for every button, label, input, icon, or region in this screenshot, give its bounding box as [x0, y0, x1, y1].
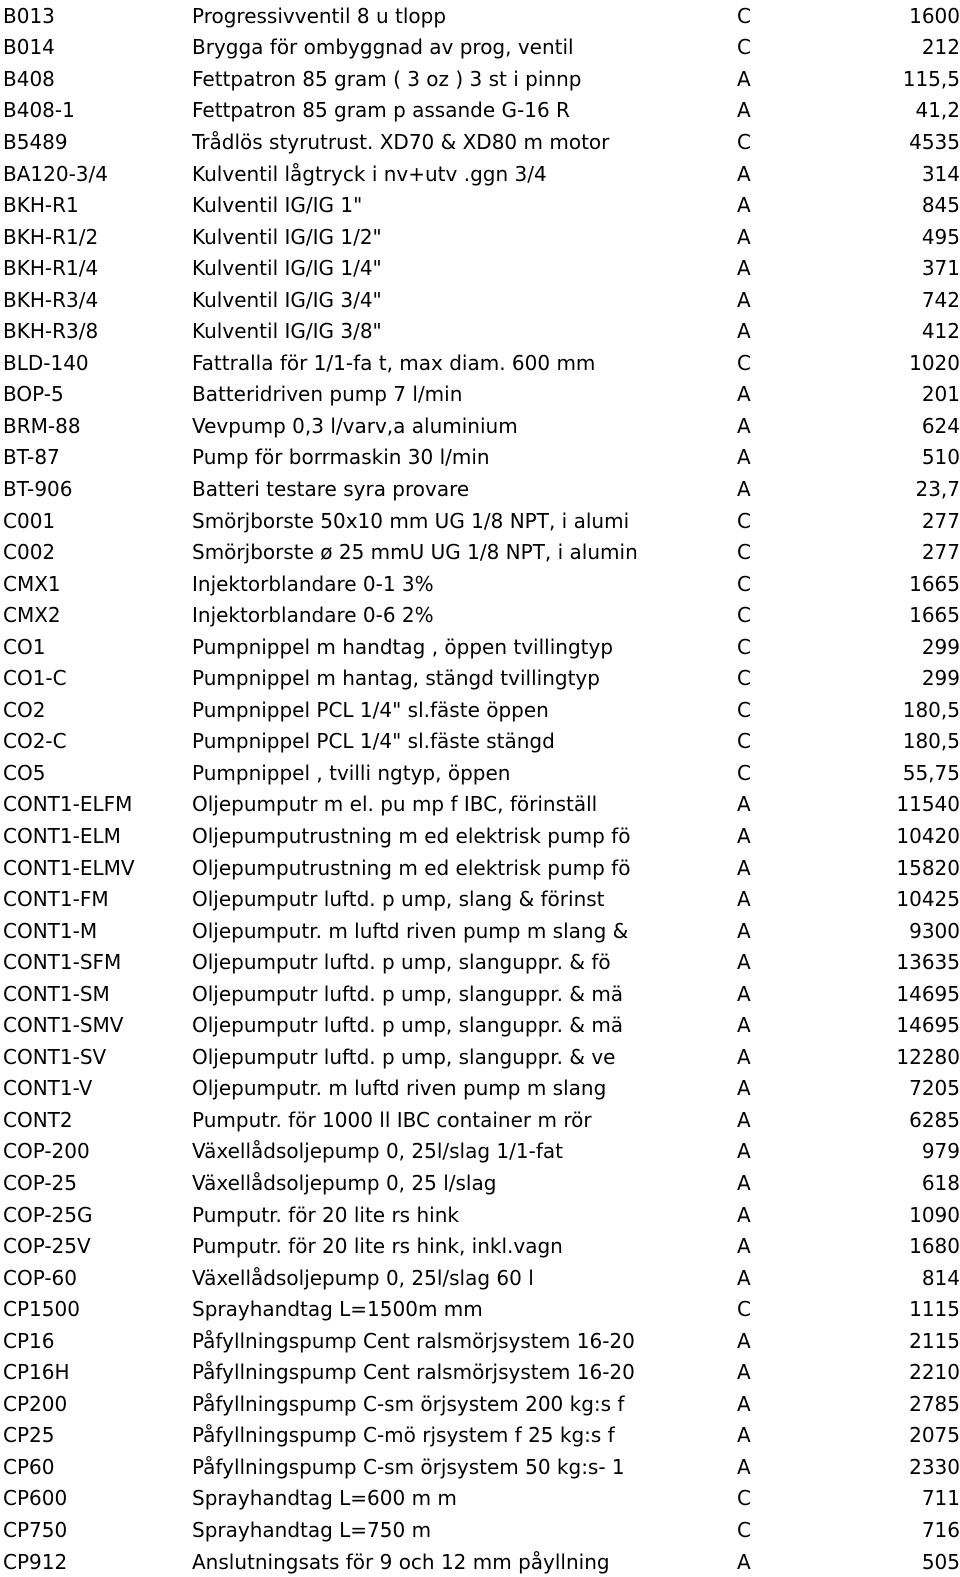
article-description: Växellådsoljepump 0, 25l/slag 60 l	[192, 1265, 534, 1290]
article-description: Sprayhandtag L=1500m mm	[192, 1297, 483, 1322]
article-class: C	[737, 1518, 751, 1543]
article-class: A	[737, 98, 751, 123]
article-class: A	[737, 1265, 751, 1290]
article-code: CMX2	[3, 603, 61, 628]
article-class: C	[737, 3, 751, 28]
article-price: 23,7	[915, 476, 960, 501]
table-row	[0, 221, 960, 253]
table-row	[0, 883, 960, 915]
article-description: Oljepumputr luftd. p ump, slanguppr. & mä	[192, 981, 624, 1006]
article-code: CP200	[3, 1391, 68, 1416]
article-description: Kulventil IG/IG 1/4"	[192, 256, 382, 281]
article-code: CONT2	[3, 1107, 73, 1132]
article-class: C	[737, 1486, 751, 1511]
article-code: CONT1-ELM	[3, 823, 121, 848]
article-code: COP-25	[3, 1171, 77, 1195]
table-row	[0, 379, 960, 411]
table-row	[0, 1325, 960, 1357]
article-code: CO2-C	[3, 729, 67, 754]
article-code: B5489	[3, 129, 68, 154]
table-row	[0, 1546, 960, 1577]
table-row	[0, 946, 960, 978]
article-price: 1600	[909, 3, 960, 28]
article-price: 212	[921, 35, 960, 60]
table-row	[0, 1167, 960, 1199]
article-price: 742	[921, 287, 960, 312]
article-description: Oljepumputr luftd. p ump, slanguppr. & fö	[192, 950, 611, 975]
article-code: CONT1-SV	[3, 1044, 107, 1069]
article-code: CP25	[3, 1423, 55, 1448]
article-code: BOP-5	[3, 382, 64, 407]
article-code: CP16H	[3, 1360, 70, 1385]
article-code: BKH-R3/4	[3, 287, 99, 312]
table-row	[0, 1136, 960, 1168]
table-row	[0, 536, 960, 568]
article-price: 277	[921, 540, 960, 565]
article-code: B408	[3, 66, 55, 91]
article-class: A	[737, 887, 751, 912]
article-description: Smörjborste ø 25 mmU UG 1/8 NPT, i alumin	[192, 540, 638, 565]
article-class: C	[737, 35, 751, 60]
article-description: Kulventil IG/IG 3/8"	[192, 319, 382, 344]
article-code: CP16	[3, 1328, 55, 1353]
article-code: BLD-140	[3, 350, 89, 375]
article-price: 1090	[909, 1202, 960, 1227]
article-description: Progressivventil 8 u tlopp	[192, 3, 447, 28]
article-class: A	[737, 161, 751, 186]
article-description: Oljepumputr luftd. p ump, slanguppr. & ve	[192, 1044, 616, 1069]
article-class: C	[737, 508, 751, 533]
table-row	[0, 852, 960, 884]
article-price: 4535	[909, 129, 960, 154]
table-row	[0, 1073, 960, 1105]
article-class: C	[737, 350, 751, 375]
table-row	[0, 915, 960, 947]
article-description: Trådlös styrutrust. XD70 & XD80 m motor	[192, 129, 610, 154]
article-code: CO1-C	[3, 666, 67, 691]
article-class: C	[737, 666, 751, 691]
article-price: 314	[921, 161, 960, 186]
table-row	[0, 726, 960, 758]
article-code: C002	[3, 540, 56, 565]
article-description: Pump för borrmaskin 30 l/min	[192, 445, 490, 470]
article-code: CONT1-SM	[3, 981, 110, 1006]
article-price: 1020	[909, 350, 960, 375]
article-class: C	[737, 540, 751, 565]
table-row	[0, 1010, 960, 1042]
article-code: CONT1-ELFM	[3, 792, 133, 817]
article-description: Påfyllningspump Cent ralsmörjsystem 16-20	[192, 1360, 635, 1385]
article-price: 716	[921, 1518, 960, 1543]
article-code: CO2	[3, 697, 46, 722]
article-code: CONT1-V	[3, 1076, 93, 1101]
article-price: 711	[921, 1486, 960, 1511]
article-class: C	[737, 129, 751, 154]
article-description: Oljepumputr m el. pu mp f IBC, förinställ	[192, 792, 598, 817]
table-row	[0, 1388, 960, 1420]
article-code: CONT1-SFM	[3, 950, 122, 975]
article-class: A	[737, 1360, 751, 1385]
article-price: 41,2	[915, 98, 960, 123]
article-price: 495	[921, 224, 960, 249]
article-class: A	[737, 66, 751, 91]
article-price: 55,75	[902, 760, 960, 785]
article-price: 15820	[896, 855, 960, 880]
article-price: 618	[921, 1171, 960, 1195]
article-price: 979	[921, 1139, 960, 1164]
article-description: Oljepumputr luftd. p ump, slang & förinst	[192, 887, 605, 912]
article-code: CMX1	[3, 571, 61, 596]
article-code: B408-1	[3, 98, 75, 123]
article-class: A	[737, 382, 751, 407]
article-class: C	[737, 634, 751, 659]
article-code: CO5	[3, 760, 46, 785]
table-row	[0, 599, 960, 631]
article-price: 624	[921, 413, 960, 438]
table-row	[0, 789, 960, 821]
article-description: Oljepumputrustning m ed elektrisk pump fö	[192, 823, 631, 848]
article-class: A	[737, 476, 751, 501]
article-code: COP-200	[3, 1139, 90, 1164]
article-description: Injektorblandare 0-1 3%	[192, 571, 434, 596]
article-price: 1665	[909, 571, 960, 596]
table-row	[0, 1262, 960, 1294]
article-code: BRM-88	[3, 413, 81, 438]
article-description: Anslutningsats för 9 och 12 mm påyllning	[192, 1549, 610, 1574]
article-price: 2075	[909, 1423, 960, 1448]
table-row	[0, 95, 960, 127]
table-row	[0, 158, 960, 190]
article-class: A	[737, 256, 751, 281]
article-description: Brygga för ombyggnad av prog, ventil	[192, 35, 574, 60]
article-description: Pumpnippel m hantag, stängd tvillingtyp	[192, 666, 600, 691]
table-row	[0, 1357, 960, 1389]
article-class: A	[737, 1107, 751, 1132]
article-code: B014	[3, 35, 55, 60]
article-description: Påfyllningspump C-sm örjsystem 200 kg:s f	[192, 1391, 625, 1416]
article-class: A	[737, 1328, 751, 1353]
table-row	[0, 694, 960, 726]
article-price: 1680	[909, 1234, 960, 1259]
article-class: A	[737, 1171, 751, 1195]
article-code: CP60	[3, 1454, 55, 1479]
article-class: A	[737, 1202, 751, 1227]
table-row	[0, 1514, 960, 1546]
article-class: A	[737, 918, 751, 943]
article-description: Fattralla för 1/1-fa t, max diam. 600 mm	[192, 350, 596, 375]
article-code: BKH-R1/4	[3, 256, 99, 281]
table-row	[0, 1420, 960, 1452]
article-class: C	[737, 760, 751, 785]
table-row	[0, 473, 960, 505]
article-class: A	[737, 855, 751, 880]
article-description: Kulventil lågtryck i nv+utv .ggn 3/4	[192, 161, 547, 186]
article-description: Pumpnippel m handtag , öppen tvillingtyp	[192, 634, 614, 659]
article-class: C	[737, 729, 751, 754]
article-price: 14695	[896, 981, 960, 1006]
article-class: A	[737, 319, 751, 344]
article-class: A	[737, 445, 751, 470]
article-description: Batteridriven pump 7 l/min	[192, 382, 463, 407]
article-price: 1115	[909, 1297, 960, 1322]
article-class: A	[737, 981, 751, 1006]
table-row	[0, 63, 960, 95]
article-description: Sprayhandtag L=750 m	[192, 1518, 432, 1543]
article-description: Oljepumputr. m luftd riven pump m slang &	[192, 918, 629, 943]
article-code: CONT1-ELMV	[3, 855, 135, 880]
article-price: 6285	[909, 1107, 960, 1132]
article-description: Pumpnippel PCL 1/4" sl.fäste stängd	[192, 729, 555, 754]
table-row	[0, 662, 960, 694]
article-description: Oljepumputrustning m ed elektrisk pump fö	[192, 855, 631, 880]
article-price: 11540	[896, 792, 960, 817]
article-price: 13635	[896, 950, 960, 975]
article-class: A	[737, 1549, 751, 1574]
table-row	[0, 505, 960, 537]
article-price: 277	[921, 508, 960, 533]
table-row	[0, 1293, 960, 1325]
article-class: A	[737, 1139, 751, 1164]
article-price: 201	[921, 382, 960, 407]
article-description: Kulventil IG/IG 1/2"	[192, 224, 382, 249]
table-row	[0, 347, 960, 379]
article-description: Fettpatron 85 gram ( 3 oz ) 3 st i pinnp	[192, 66, 582, 91]
table-row	[0, 410, 960, 442]
table-row	[0, 0, 960, 32]
article-price: 299	[921, 634, 960, 659]
article-description: Påfyllningspump Cent ralsmörjsystem 16-20	[192, 1328, 635, 1353]
article-code: COP-60	[3, 1265, 77, 1290]
article-class: A	[737, 1076, 751, 1101]
article-class: A	[737, 1391, 751, 1416]
article-code: CONT1-M	[3, 918, 98, 943]
article-description: Pumputr. för 20 lite rs hink	[192, 1202, 459, 1227]
article-code: BKH-R1	[3, 193, 79, 218]
table-row	[0, 820, 960, 852]
article-price: 412	[921, 319, 960, 344]
article-class: A	[737, 823, 751, 848]
table-row	[0, 1230, 960, 1262]
article-description: Smörjborste 50x10 mm UG 1/8 NPT, i alumi	[192, 508, 630, 533]
article-price: 10420	[896, 823, 960, 848]
table-row	[0, 284, 960, 316]
table-row	[0, 1104, 960, 1136]
table-row	[0, 189, 960, 221]
article-price: 510	[921, 445, 960, 470]
article-class: A	[737, 1044, 751, 1069]
article-description: Sprayhandtag L=600 m m	[192, 1486, 457, 1511]
article-code: CP750	[3, 1518, 68, 1543]
article-description: Påfyllningspump C-mö rjsystem f 25 kg:s f	[192, 1423, 615, 1448]
article-price: 845	[921, 193, 960, 218]
article-class: A	[737, 1454, 751, 1479]
article-description: Växellådsoljepump 0, 25 l/slag	[192, 1171, 497, 1195]
article-code: CP600	[3, 1486, 68, 1511]
article-price: 14695	[896, 1013, 960, 1038]
table-row	[0, 978, 960, 1010]
table-row	[0, 1199, 960, 1231]
article-description: Batteri testare syra provare	[192, 476, 470, 501]
article-description: Kulventil IG/IG 3/4"	[192, 287, 382, 312]
article-class: A	[737, 1423, 751, 1448]
article-code: BA120-3/4	[3, 161, 108, 186]
article-code: COP-25G	[3, 1202, 93, 1227]
article-code: BKH-R3/8	[3, 319, 99, 344]
article-class: A	[737, 413, 751, 438]
article-price: 115,5	[902, 66, 960, 91]
article-price: 180,5	[902, 729, 960, 754]
article-description: Pumpnippel PCL 1/4" sl.fäste öppen	[192, 697, 549, 722]
article-price: 299	[921, 666, 960, 691]
article-code: BT-906	[3, 476, 73, 501]
article-class: A	[737, 287, 751, 312]
article-description: Påfyllningspump C-sm örjsystem 50 kg:s- 1	[192, 1454, 625, 1479]
table-row	[0, 1483, 960, 1515]
article-class: C	[737, 603, 751, 628]
table-row	[0, 252, 960, 284]
article-price: 2210	[909, 1360, 960, 1385]
article-description: Pumputr. för 20 lite rs hink, inkl.vagn	[192, 1234, 563, 1259]
article-description: Växellådsoljepump 0, 25l/slag 1/1-fat	[192, 1139, 563, 1164]
table-row	[0, 442, 960, 474]
article-description: Fettpatron 85 gram p assande G-16 R	[192, 98, 570, 123]
article-class: C	[737, 697, 751, 722]
article-code: CONT1-SMV	[3, 1013, 124, 1038]
article-class: C	[737, 571, 751, 596]
article-price: 12280	[896, 1044, 960, 1069]
table-row	[0, 1041, 960, 1073]
article-class: A	[737, 950, 751, 975]
article-price: 814	[921, 1265, 960, 1290]
article-price: 2330	[909, 1454, 960, 1479]
article-description: Oljepumputr luftd. p ump, slanguppr. & mä	[192, 1013, 624, 1038]
article-description: Kulventil IG/IG 1"	[192, 193, 363, 218]
article-price: 371	[921, 256, 960, 281]
table-row	[0, 757, 960, 789]
article-code: CONT1-FM	[3, 887, 109, 912]
article-class: A	[737, 1234, 751, 1259]
article-price: 2115	[909, 1328, 960, 1353]
article-price: 505	[921, 1549, 960, 1574]
table-row	[0, 315, 960, 347]
article-code: BT-87	[3, 445, 60, 470]
article-code: CP912	[3, 1549, 68, 1574]
article-description: Oljepumputr. m luftd riven pump m slang	[192, 1076, 607, 1101]
article-price: 1665	[909, 603, 960, 628]
table-row	[0, 568, 960, 600]
article-price: 10425	[896, 887, 960, 912]
article-price: 2785	[909, 1391, 960, 1416]
article-description: Vevpump 0,3 l/varv,a aluminium	[192, 413, 518, 438]
article-class: A	[737, 193, 751, 218]
article-description: Injektorblandare 0-6 2%	[192, 603, 434, 628]
article-class: A	[737, 1013, 751, 1038]
article-code: BKH-R1/2	[3, 224, 99, 249]
article-price: 9300	[909, 918, 960, 943]
table-row	[0, 126, 960, 158]
article-description: Pumpnippel , tvilli ngtyp, öppen	[192, 760, 511, 785]
article-class: C	[737, 1297, 751, 1322]
article-code: COP-25V	[3, 1234, 91, 1259]
article-class: A	[737, 792, 751, 817]
article-description: Pumputr. för 1000 ll IBC container m rör	[192, 1107, 592, 1132]
article-code: CO1	[3, 634, 46, 659]
table-row	[0, 631, 960, 663]
article-price: 180,5	[902, 697, 960, 722]
table-row	[0, 32, 960, 64]
article-code: CP1500	[3, 1297, 80, 1322]
article-code: B013	[3, 3, 55, 28]
article-code: C001	[3, 508, 56, 533]
table-row	[0, 1451, 960, 1483]
article-price: 7205	[909, 1076, 960, 1101]
article-class: A	[737, 224, 751, 249]
